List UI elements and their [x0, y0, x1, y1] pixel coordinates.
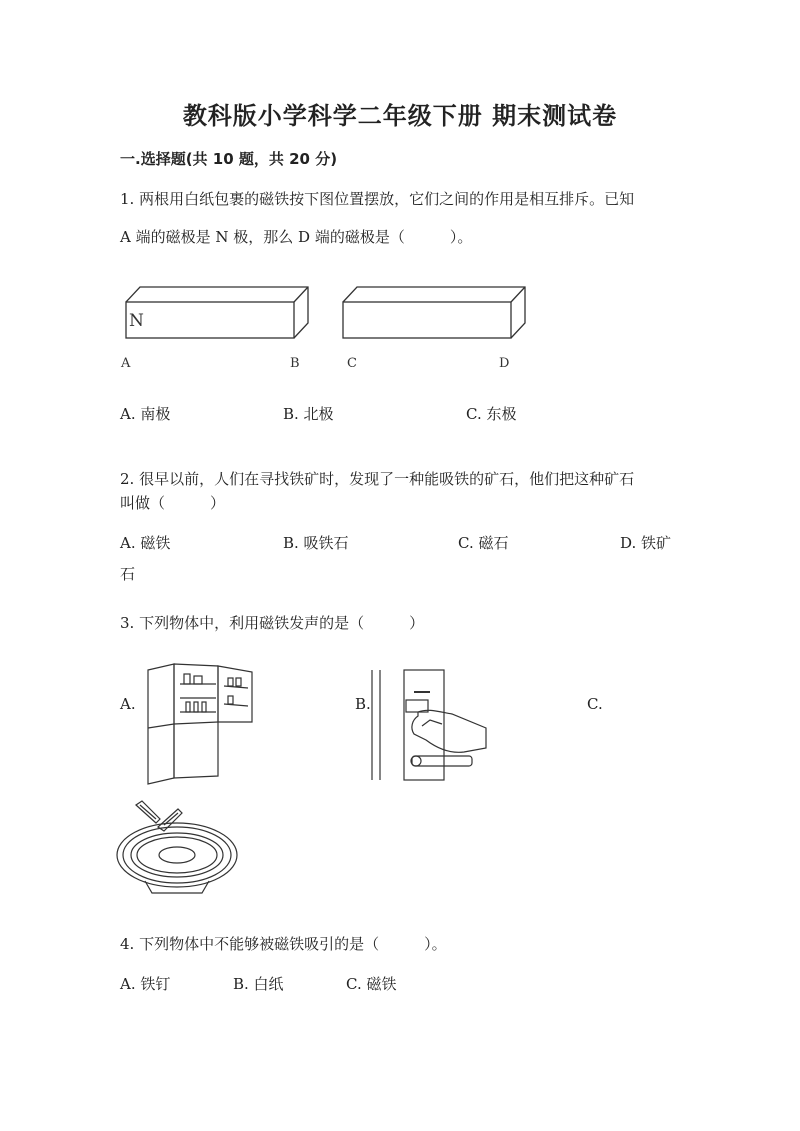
q2-option-a[interactable]: A. 磁铁	[120, 534, 171, 552]
q3-option-a[interactable]: A.	[120, 695, 136, 713]
q1-option-b[interactable]: B. 北极	[283, 405, 334, 423]
q2-option-c[interactable]: C. 磁石	[458, 534, 509, 552]
label-a: A	[121, 356, 131, 371]
q4-option-c[interactable]: C. 磁铁	[346, 975, 397, 993]
q3-option-c[interactable]: C.	[587, 695, 603, 713]
q1-option-a[interactable]: A. 南极	[120, 405, 171, 423]
question-2-text-line1: 2. 很早以前，人们在寻找铁矿时，发现了一种能吸铁的矿石，他们把这种矿石	[120, 470, 635, 488]
question-4-text: 4. 下列物体中不能够被磁铁吸引的是（ ）。	[120, 935, 447, 953]
q2-option-d-wrap: 石	[120, 565, 136, 583]
page-title: 教科版小学科学二年级下册 期末测试卷	[182, 102, 618, 130]
q1-option-c[interactable]: C. 东极	[466, 405, 517, 423]
magnet-ab	[126, 287, 308, 338]
label-d: D	[499, 356, 510, 371]
label-c: C	[347, 356, 357, 371]
q4-option-a[interactable]: A. 铁钉	[120, 975, 171, 993]
q2-option-d[interactable]: D. 铁矿	[620, 534, 672, 552]
section-heading: 一.选择题(共 10 题，共 20 分)	[120, 150, 338, 168]
question-3-text: 3. 下列物体中，利用磁铁发声的是（ ）	[120, 614, 425, 632]
label-b: B	[290, 356, 300, 371]
q2-option-b[interactable]: B. 吸铁石	[283, 534, 349, 552]
question-2-text-line2: 叫做（ ）	[120, 494, 226, 512]
refrigerator-icon	[140, 660, 260, 790]
question-1-text-line2: A 端的磁极是 N 极，那么 D 端的磁极是（ ）。	[120, 228, 473, 246]
q4-option-b[interactable]: B. 白纸	[233, 975, 284, 993]
card-door-lock-icon	[368, 668, 493, 783]
q3-option-b[interactable]: B.	[355, 695, 371, 713]
loudspeaker-icon	[112, 795, 242, 900]
magnet-cd	[343, 287, 525, 338]
question-1-text-line1: 1. 两根用白纸包裹的磁铁按下图位置摆放，它们之间的作用是相互排斥。已知	[120, 190, 635, 208]
magnet-n-mark: N	[129, 311, 144, 331]
